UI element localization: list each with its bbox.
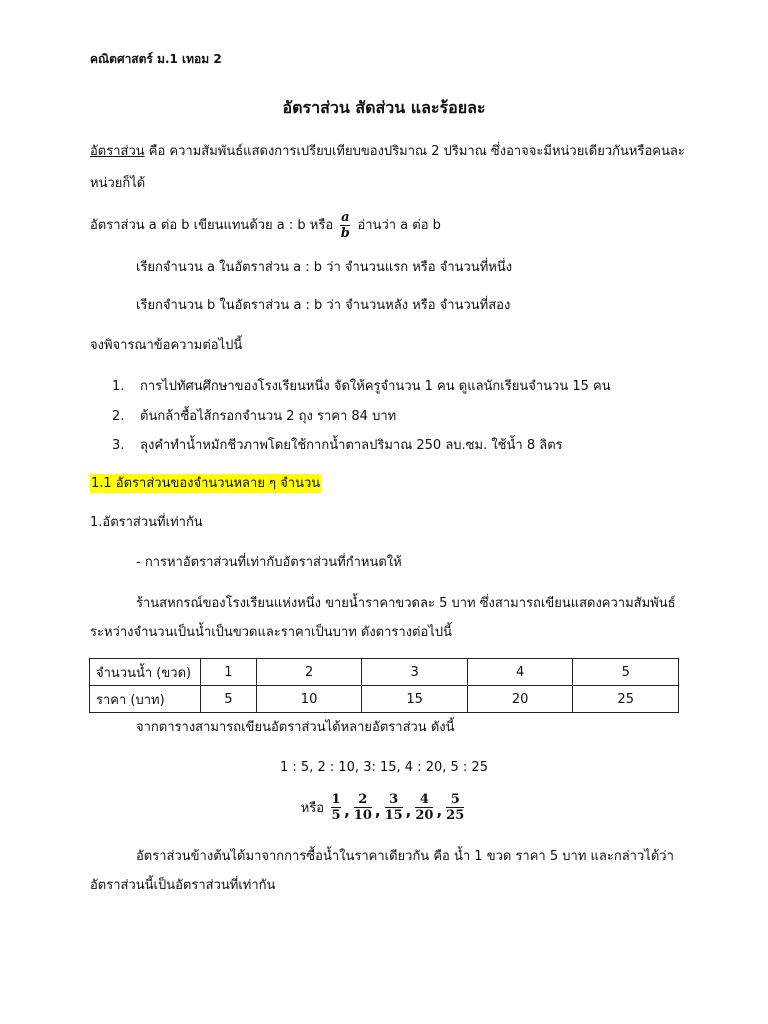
fraction (415, 792, 433, 823)
definition-term: อัตราส่วน (90, 144, 145, 159)
list-item (112, 375, 611, 396)
fraction-denominator: 25 (446, 808, 465, 823)
table-row-label: จำนวนน้ำ (ขวด) (90, 659, 201, 686)
table-row (90, 659, 679, 686)
list-item-text: ลุงคำทำน้ำหมักชีวภาพโดยใช้กากน้ำตาลปริมาณ 250 ลบ.ซม. ใช้น้ำ 8 ลิตร (140, 438, 563, 453)
fraction-denominator: 10 (353, 808, 372, 823)
page-title: อัตราส่วน สัดส่วน และร้อยละ (282, 98, 486, 117)
conclusion-line-2: อัตราส่วนนี้เป็นอัตราส่วนที่เท่ากัน (90, 878, 276, 893)
list-item (112, 434, 563, 455)
fraction-denominator: 15 (384, 808, 403, 823)
list-item (112, 405, 396, 426)
table-row-label: ราคา (บาท) (90, 686, 201, 713)
section-heading (90, 470, 321, 498)
fraction-numerator: 4 (419, 792, 429, 807)
fraction-denominator: 5 (331, 808, 341, 823)
section-heading-text: 1.1 อัตราส่วนของจำนวนหลาย ๆ จำนวน (91, 476, 321, 491)
fraction-denominator: 20 (415, 808, 434, 823)
from-table-text: จากตารางสามารถเขียนอัตราส่วนได้หลายอัตราส่วน ดังนี้ (136, 720, 455, 735)
definition-line-2: หน่วยก็ได้ (90, 176, 146, 191)
table-cell: 15 (362, 686, 468, 713)
shop-text-line-1: ร้านสหกรณ์ของโรงเรียนแห่งหนึ่ง ขายน้ำราคาขวดละ 5 บาท ซึ่งสามารถเขียนแสดงความสัมพันธ์ (136, 596, 676, 611)
notation-frac-den: b (340, 226, 350, 241)
list-item-text: ต้นกล้าซื้อไส้กรอกจำนวน 2 ถุง ราคา 84 บาท (140, 409, 397, 424)
fraction (446, 792, 464, 823)
fraction (354, 792, 372, 823)
notation-before: อัตราส่วน a ต่อ b เขียนแทนด้วย a : b หรือ (90, 218, 334, 233)
notation-line (90, 210, 441, 241)
fraction (385, 792, 403, 823)
table-cell: 5 (201, 686, 257, 713)
fraction-numerator: 5 (450, 792, 460, 807)
comma: , (405, 801, 412, 820)
table-cell: 3 (362, 659, 468, 686)
shop-text-line-2: ระหว่างจำนวนเป็นน้ำเป็นขวดและราคาเป็นบาท ดังตารางต่อไปนี้ (90, 625, 452, 640)
list-item-text: การไปทัศนศึกษาของโรงเรียนหนึ่ง จัดให้ครูจำนวน 1 คน ดูแลนักเรียนจำนวน 15 คน (140, 379, 611, 394)
list-item-number: 2. (112, 409, 125, 424)
table-cell: 25 (573, 686, 679, 713)
table-cell: 4 (467, 659, 573, 686)
comma: , (374, 801, 381, 820)
conclusion-line-1: อัตราส่วนข้างต้นได้มาจากการซื้อน้ำในราคาเดียวกัน คือ น้ำ 1 ขวด ราคา 5 บาท และกล่าวได้ว่า (136, 849, 674, 864)
fraction-numerator: 3 (389, 792, 399, 807)
header-note: คณิตศาสตร์ ม.1 เทอม 2 (90, 52, 222, 66)
subsection-heading: 1.อัตราส่วนที่เท่ากัน (90, 515, 203, 530)
or-label: หรือ (300, 801, 325, 816)
table-cell: 2 (256, 659, 362, 686)
notation-fraction (340, 210, 350, 241)
ratios-line: 1 : 5, 2 : 10, 3: 15, 4 : 20, 5 : 25 (280, 760, 488, 775)
table-cell: 5 (573, 659, 679, 686)
table-cell: 20 (467, 686, 573, 713)
definition-text: คือ ความสัมพันธ์แสดงการเปรียบเทียบของปริมาณ 2 ปริมาณ ซึ่งอาจจะมีหน่วยเดียวกันหรือคนละ (144, 144, 685, 159)
fraction (331, 792, 341, 823)
bullet-text: - การหาอัตราส่วนที่เท่ากับอัตราส่วนที่กำหนดให้ (136, 555, 402, 570)
fraction-row-inner (301, 792, 468, 823)
second-term-note: เรียกจำนวน b ในอัตราส่วน a : b ว่า จำนวนหลัง หรือ จำนวนที่สอง (136, 298, 511, 313)
consider-intro: จงพิจารณาข้อความต่อไปนี้ (90, 338, 243, 353)
comma: , (344, 801, 350, 820)
notation-after: อ่านว่า a ต่อ b (357, 218, 441, 233)
table-row (90, 686, 679, 713)
table-cell: 10 (256, 686, 362, 713)
list-item-number: 3. (112, 438, 125, 453)
table-cell: 1 (201, 659, 257, 686)
first-term-note: เรียกจำนวน a ในอัตราส่วน a : b ว่า จำนวนแรก หรือ จำนวนที่หนึ่ง (136, 260, 513, 275)
comma: , (436, 801, 443, 820)
definition-line-1 (90, 138, 685, 166)
price-table (89, 658, 679, 713)
fraction-numerator: 2 (358, 792, 368, 807)
fraction-row (0, 792, 768, 823)
list-item-number: 1. (112, 379, 125, 394)
fraction-numerator: 1 (331, 792, 341, 807)
notation-frac-num: a (341, 210, 350, 225)
